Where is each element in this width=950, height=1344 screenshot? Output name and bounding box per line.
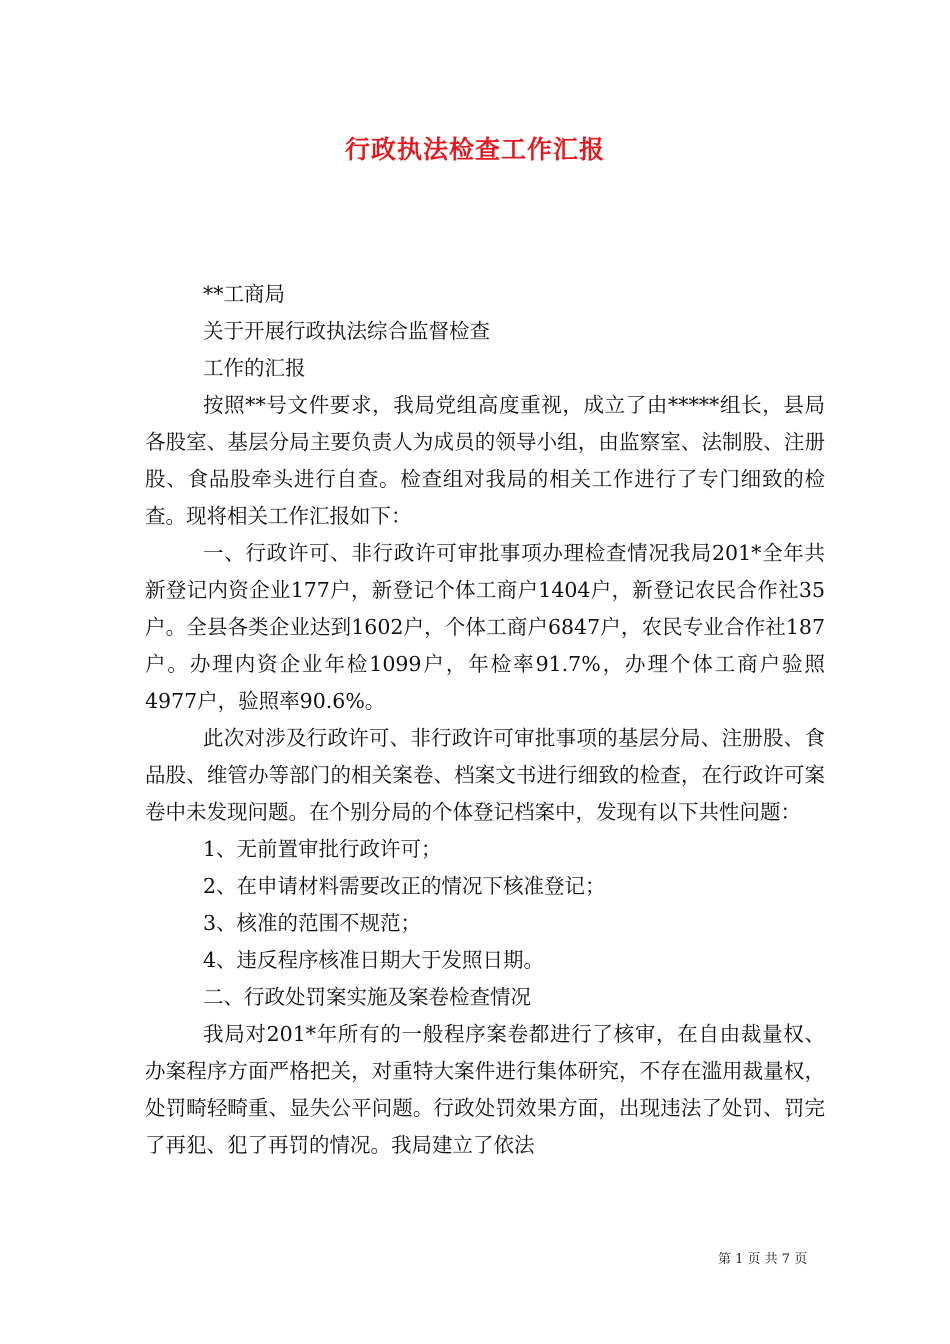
paragraph-intro: 按照**号文件要求，我局党组高度重视，成立了由*****组长，县局各股室、基层分局主要负责人为成员的领导小组，由监察室、法制股、注册股、食品股牵头进行自查。检查组对我局的相关工作进行了专门细致的检查。现将相关工作汇报如下： xyxy=(145,393,825,528)
list-item-1: 1、无前置审批行政许可； xyxy=(203,837,442,861)
paragraph-subject: 关于开展行政执法综合监督检查 xyxy=(203,319,490,343)
list-item-3: 3、核准的范围不规范； xyxy=(203,911,422,935)
document-title: 行政执法检查工作汇报 xyxy=(344,135,605,164)
document-body xyxy=(145,276,825,1164)
paragraph-inspection: 此次对涉及行政许可、非行政许可审批事项的基层分局、注册股、食品股、维管办等部门的相关案卷、档案文书进行细致的检查，在行政许可案卷中未发现问题。在个别分局的个体登记档案中，发现有以下共性问题： xyxy=(145,726,825,824)
list-item-4: 4、违反程序核准日期大于发照日期。 xyxy=(203,948,545,972)
paragraph-section-one: 一、行政许可、非行政许可审批事项办理检查情况我局201*全年共新登记内资企业177户，新登记个体工商户1404户，新登记农民合作社35户。全县各类企业达到1602户，个体工商户6847户，农民专业合作社187户。办理内资企业年检1099户，年检率91.7%，办理个体工商户验照4977户，验照率90.6%。 xyxy=(145,541,825,713)
paragraph-org: **工商局 xyxy=(203,282,285,306)
list-item-2: 2、在申请材料需要改正的情况下核准登记； xyxy=(203,874,606,898)
paragraph-subject-cont: 工作的汇报 xyxy=(203,356,306,380)
section-heading-two: 二、行政处罚案实施及案卷检查情况 xyxy=(203,985,531,1009)
paragraph-section-two: 我局对201*年所有的一般程序案卷都进行了核审，在自由裁量权、办案程序方面严格把关，对重特大案件进行集体研究，不存在滥用裁量权，处罚畸轻畸重、显失公平问题。行政处罚效果方面，出现违法了处罚、罚完了再犯、犯了再罚的情况。我局建立了依法 xyxy=(145,1022,825,1157)
page-number: 第 1 页 共 7 页 xyxy=(718,1252,808,1267)
